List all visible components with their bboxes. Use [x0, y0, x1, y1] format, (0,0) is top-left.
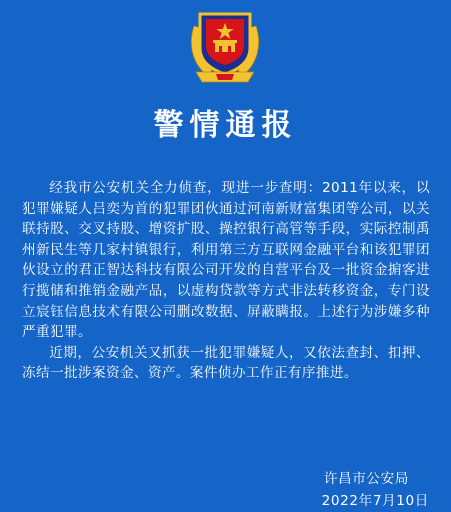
- issuing-organization: 许昌市公安局: [323, 471, 409, 487]
- paragraph-2: 近期，公安机关又抓获一批犯罪嫌疑人，又依法查封、扣押、冻结一批涉案资金、资产。案件侦办工作正有序推进。: [22, 344, 430, 382]
- police-emblem-icon: [186, 4, 264, 86]
- signature-block: [322, 468, 429, 512]
- issue-date: 2022年7月10日: [321, 493, 429, 509]
- notice-body: [22, 178, 430, 384]
- page-title: 警情通报: [153, 108, 298, 143]
- paragraph-1: 经我市公安机关全力侦查，现进一步查明：2011年以来，以犯罪嫌疑人吕奕为首的犯罪团伙通过河南新财富集团等公司，以关联持股、交叉持股、增资扩股、操控银行高管等手段，实际控制禹州新民生等几家村镇银行，利用第三方互联网金融平台和该犯罪团伙设立的君正智达科技有限公司开发的自营平台及一批资金掮客进行揽储和推销金融产品，以虚构贷款等方式非法转移资金，专门设立宸钰信息技术有限公司删改数据、屏蔽瞒报。上述行为涉嫌多种严重犯罪。: [22, 180, 430, 341]
